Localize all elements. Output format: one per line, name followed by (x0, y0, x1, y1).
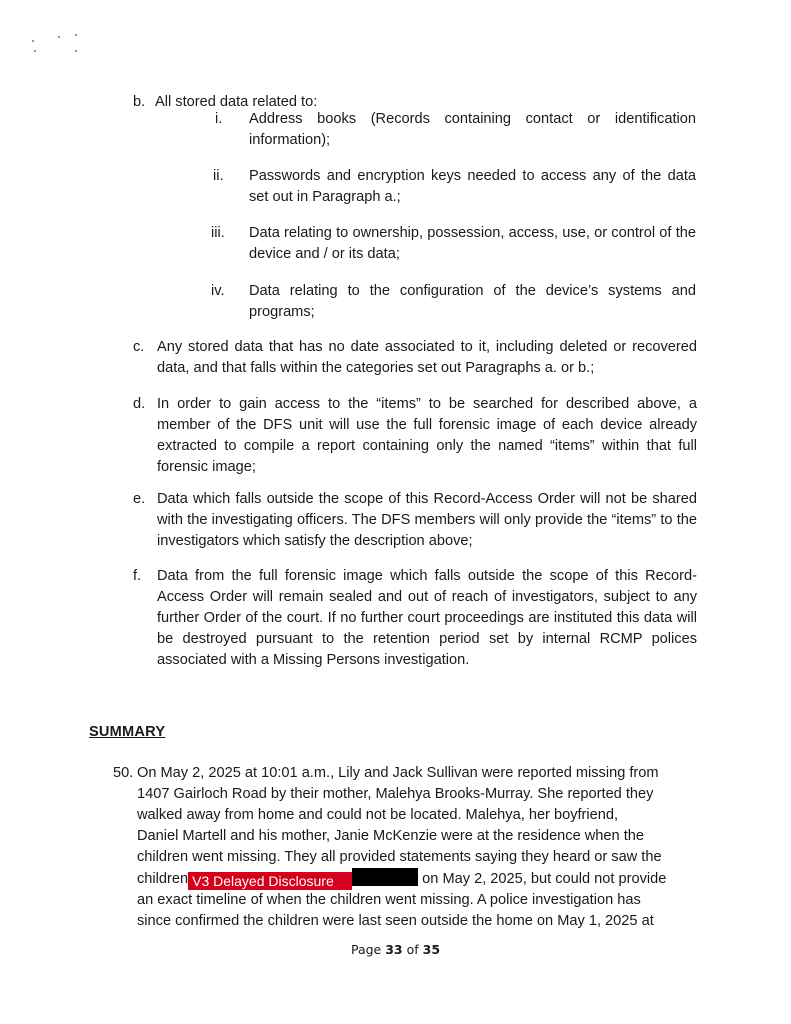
item-f-label: f. (133, 568, 142, 584)
sub-item-iii-text: Data relating to ownership, possession, access, use, or control of the device and / or its data; (249, 225, 696, 262)
footer-middle: of (402, 942, 423, 957)
item-b-label: b. (133, 94, 146, 110)
item-f (133, 566, 698, 674)
sub-item-iv (209, 281, 697, 327)
paragraph-50-line: 1407 Gairloch Road by their mother, Malehya Brooks-Murray. She reported they (137, 786, 654, 802)
sub-item-ii-text: Passwords and encryption keys needed to access any of the data set out in Paragraph a.; (249, 168, 696, 205)
summary-heading: SUMMARY (89, 724, 166, 740)
scan-specks (28, 30, 88, 60)
item-c (133, 337, 698, 383)
item-d-text: In order to gain access to the “items” to be searched for described above, a member of the DFS unit will use the full forensic image of each device already extracted to compile a report containing only the named “items” within that full forensic image; (157, 396, 697, 475)
sub-item-iii-num: iii. (211, 225, 225, 241)
redaction-label-box: V3 Delayed Disclosure (188, 872, 352, 890)
paragraph-50-redacted-line (137, 868, 699, 890)
page-footer (0, 942, 791, 957)
item-e-label: e. (133, 491, 146, 507)
footer-page-number: 33 (385, 942, 403, 957)
item-c-text: Any stored data that has no date associated to it, including deleted or recovered data, and that falls within the categories set out Paragraphs a. or b.; (157, 339, 697, 376)
item-e (133, 489, 698, 555)
item-f-text: Data from the full forensic image which falls outside the scope of this Record-Access Order will remain sealed and out of reach of investigators, subject to any further Order of the court. If no further court proceedings are instituted this data will be destroyed pursuant to the retention period set by internal RCMP polices associated with a Missing Persons investigation. (157, 568, 697, 668)
redaction-black-box (352, 868, 418, 886)
item-e-text: Data which falls outside the scope of this Record-Access Order will not be shared with the investigating officers. The DFS members will only provide the “items” to the investigators which satisfy the description above; (157, 491, 697, 549)
line-text-after-redaction: on May 2, 2025, but could not provide (422, 871, 667, 887)
paragraph-50-number: 50. (113, 765, 134, 781)
paragraph-50-line: children went missing. They all provided statements saying they heard or saw the (137, 849, 662, 865)
paragraph-50-line: walked away from home and could not be located. Malehya, her boyfriend, (137, 807, 619, 823)
sub-item-i-text: Address books (Records containing contact or identification information); (249, 111, 696, 148)
line-text-before-redaction: children (137, 871, 189, 887)
item-d-label: d. (133, 396, 146, 412)
footer-prefix: Page (350, 942, 386, 957)
paragraph-50-line: an exact timeline of when the children went missing. A police investigation has (137, 892, 641, 908)
paragraph-50-line: since confirmed the children were last seen outside the home on May 1, 2025 at (137, 913, 654, 929)
paragraph-50-line: Daniel Martell and his mother, Janie McKenzie were at the residence when the (137, 828, 644, 844)
paragraph-50-body (137, 763, 699, 932)
paragraph-50-line: On May 2, 2025 at 10:01 a.m., Lily and Jack Sullivan were reported missing from (137, 765, 659, 781)
sub-item-iv-text: Data relating to the configuration of the device’s systems and programs; (249, 283, 696, 320)
item-d (133, 394, 698, 478)
sub-item-ii (209, 166, 697, 212)
item-c-label: c. (133, 339, 145, 355)
item-b-intro: All stored data related to: (155, 94, 318, 110)
sub-item-ii-num: ii. (213, 168, 224, 184)
sub-item-i (209, 109, 697, 155)
sub-item-i-num: i. (215, 111, 223, 127)
sub-item-iv-num: iv. (211, 283, 225, 299)
footer-page-total: 35 (422, 942, 441, 957)
sub-item-iii (209, 223, 697, 269)
